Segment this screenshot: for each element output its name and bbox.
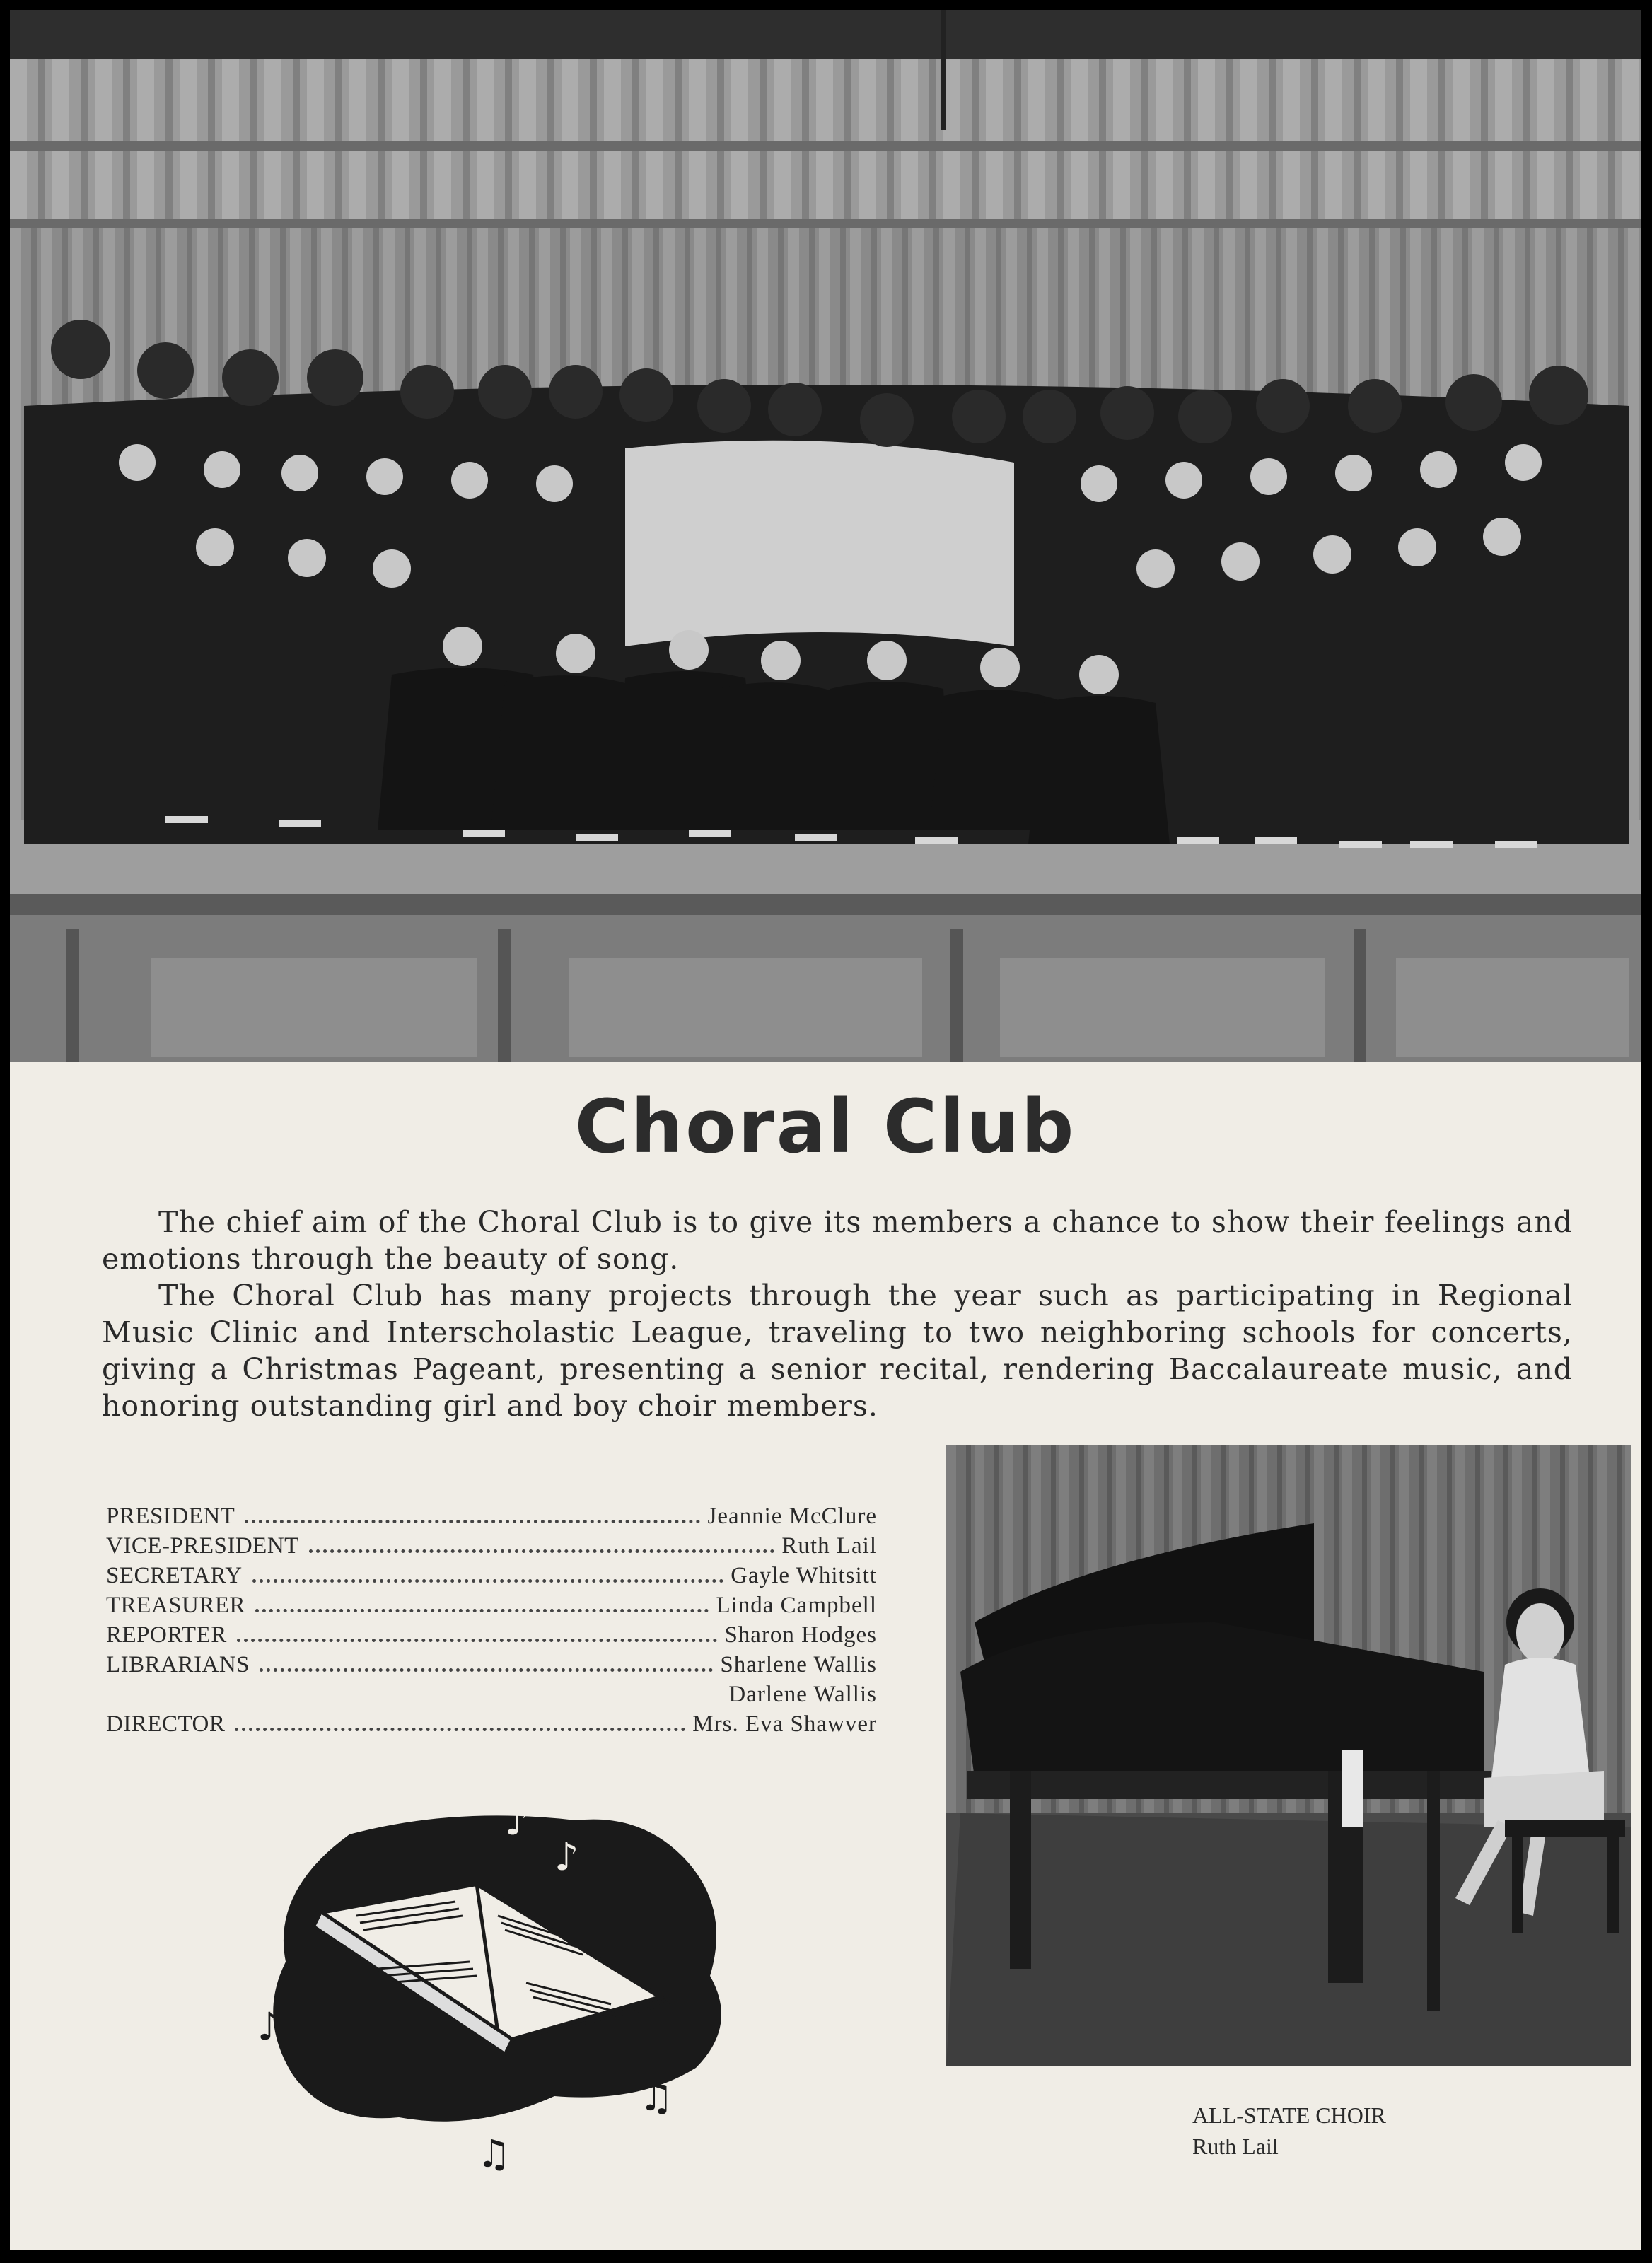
officer-title: PRESIDENT (106, 1503, 235, 1529)
dot-leader (235, 1728, 685, 1731)
officer-row-librarians (106, 1652, 877, 1682)
dot-leader (255, 1609, 709, 1612)
officer-name: Darlene Wallis (728, 1682, 877, 1707)
officer-title: DIRECTOR (106, 1711, 226, 1737)
club-description (102, 1204, 1573, 1424)
officer-row-reporter (106, 1622, 877, 1652)
officer-name: Ruth Lail (781, 1533, 877, 1559)
officer-row-vice-president (106, 1533, 877, 1563)
piano-photo (946, 1445, 1631, 2066)
officer-row-director (106, 1711, 877, 1741)
dot-leader (245, 1520, 700, 1523)
dot-leader (309, 1549, 775, 1553)
svg-text:♪: ♪ (505, 1799, 530, 1844)
officer-list (106, 1503, 877, 1741)
page-title: Choral Club (574, 1083, 1076, 1170)
officer-name: Gayle Whitsitt (731, 1563, 877, 1588)
caption-line-award: ALL-STATE CHOIR (1192, 2102, 1386, 2128)
svg-text:♪: ♪ (554, 1834, 579, 1879)
officer-name: Sharlene Wallis (720, 1652, 877, 1677)
officer-title: VICE-PRESIDENT (106, 1533, 299, 1559)
officer-row-president (106, 1503, 877, 1533)
officer-title: SECRETARY (106, 1563, 243, 1588)
officer-title: LIBRARIANS (106, 1652, 250, 1677)
officer-row-secretary (106, 1563, 877, 1593)
caption-line-name: Ruth Lail (1192, 2134, 1279, 2159)
officer-name: Sharon Hodges (724, 1622, 877, 1648)
description-paragraph-aim: The chief aim of the Choral Club is to give its members a chance to show their feelings and emotions through the beauty of song. (102, 1205, 1573, 1276)
officer-name: Jeannie McClure (707, 1503, 877, 1529)
officer-row-treasurer (106, 1593, 877, 1622)
svg-text:♪: ♪ (257, 2004, 282, 2049)
officer-title: TREASURER (106, 1593, 246, 1618)
dot-leader (260, 1668, 713, 1672)
svg-text:♫: ♫ (477, 2131, 511, 2174)
officer-row-librarians-second (106, 1682, 877, 1711)
officer-name: Linda Campbell (716, 1593, 877, 1618)
music-book-clipart (243, 1792, 767, 2174)
yearbook-page (10, 10, 1641, 2250)
dot-leader (252, 1579, 724, 1583)
choir-group-photo (10, 10, 1641, 1062)
officer-title: REPORTER (106, 1622, 227, 1648)
photo-caption (1192, 2100, 1386, 2162)
dot-leader (237, 1639, 718, 1642)
description-paragraph-projects: The Choral Club has many projects through the year such as participating in Regional Music Clinic and Interscholastic League, traveling to two neighboring schools for concerts, giving a Christmas Pageant, presenting a senior recital, rendering Baccalaureate music, and honoring outstanding girl and boy choir members. (102, 1279, 1573, 1423)
svg-text:♫: ♫ (639, 2075, 674, 2119)
officer-name: Mrs. Eva Shawver (692, 1711, 877, 1737)
